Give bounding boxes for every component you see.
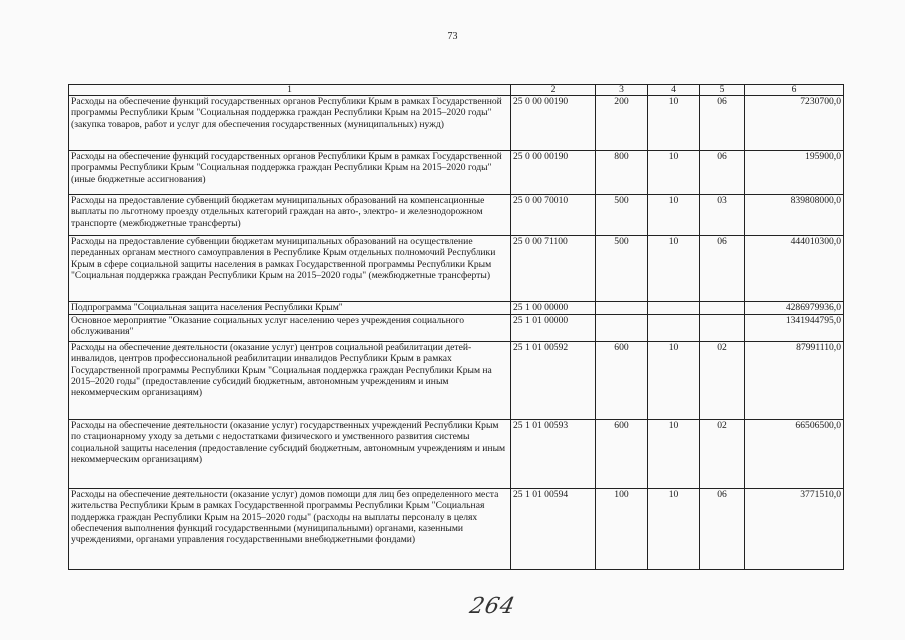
- row-amount: 195900,0: [745, 151, 844, 195]
- row-amount: 444010300,0: [745, 236, 844, 302]
- row-section: [648, 315, 700, 342]
- row-target-code: 25 0 00 00190: [511, 96, 596, 151]
- row-expense-type: 800: [596, 151, 648, 195]
- row-expense-type: [596, 302, 648, 315]
- header-col-6: 6: [745, 85, 844, 96]
- table-row: [69, 96, 844, 151]
- row-target-code: 25 0 00 71100: [511, 236, 596, 302]
- row-name: Расходы на обеспечение деятельности (оказание услуг) центров социальной реабилитации детей-инвалидов, центров профессиональной реабилитации инвалидов Республики Крым в рамках Государственной программы Республики Крым "Социальная поддержка граждан Республики Крым на 2015–2020 годы" (предоставление субсидий бюджетным, автономным учреждениям и иным некоммерческим организациям): [69, 342, 511, 420]
- budget-table: [68, 84, 844, 570]
- row-name: Расходы на предоставление субвенции бюджетам муниципальных образований на осуществление переданных органам местного самоуправления в Республике Крым отдельных полномочий Республики Крым в сфере социальной защиты населения в рамках Государственной программы Республики Крым "Социальная поддержка граждан Республики Крым на 2015–2020 годы" (межбюджетные трансферты): [69, 236, 511, 302]
- row-section: 10: [648, 151, 700, 195]
- row-expense-type: 600: [596, 342, 648, 420]
- row-name: Основное мероприятие "Оказание социальных услуг населению через учреждения социального обслуживания": [69, 315, 511, 342]
- row-expense-type: 100: [596, 489, 648, 570]
- row-subsection: 02: [700, 342, 745, 420]
- row-subsection: [700, 315, 745, 342]
- row-target-code: 25 1 01 00592: [511, 342, 596, 420]
- row-amount: 4286979936,0: [745, 302, 844, 315]
- row-target-code: 25 0 00 70010: [511, 195, 596, 236]
- row-target-code: 25 1 01 00594: [511, 489, 596, 570]
- row-amount: 66506500,0: [745, 420, 844, 489]
- row-target-code: 25 0 00 00190: [511, 151, 596, 195]
- table-row: [69, 236, 844, 302]
- row-section: 10: [648, 236, 700, 302]
- table-row: [69, 195, 844, 236]
- table-row: [69, 151, 844, 195]
- header-col-5: 5: [700, 85, 745, 96]
- table-header-row: [69, 85, 844, 96]
- table-row: [69, 302, 844, 315]
- row-expense-type: 600: [596, 420, 648, 489]
- row-target-code: 25 1 01 00000: [511, 315, 596, 342]
- row-subsection: 02: [700, 420, 745, 489]
- row-name: Расходы на обеспечение функций государственных органов Республики Крым в рамках Государственной программы Республики Крым "Социальная поддержка граждан Республики Крым на 2015–2020 годы" (закупка товаров, работ и услуг для обеспечения государственных (муниципальных) нужд): [69, 96, 511, 151]
- row-name: Расходы на обеспечение функций государственных органов Республики Крым в рамках Государственной программы Республики Крым "Социальная поддержка граждан Республики Крым на 2015–2020 годы" (иные бюджетные ассигнования): [69, 151, 511, 195]
- row-amount: 3771510,0: [745, 489, 844, 570]
- row-amount: 839808000,0: [745, 195, 844, 236]
- table-row: [69, 420, 844, 489]
- row-amount: 7230700,0: [745, 96, 844, 151]
- row-expense-type: 200: [596, 96, 648, 151]
- row-subsection: 03: [700, 195, 745, 236]
- row-name: Расходы на обеспечение деятельности (оказание услуг) государственных учреждений Республики Крым по стационарному уходу за детьми с недостатками физического и умственного развития системы социальной защиты населения (предоставление субсидий бюджетным, автономным учреждениям и иным некоммерческим организациям): [69, 420, 511, 489]
- row-name: Расходы на обеспечение деятельности (оказание услуг) домов помощи для лиц без определенного места жительства Республики Крым в рамках Государственной программы Республики Крым "Социальная поддержка граждан Республики Крым на 2015–2020 годы" (расходы на выплаты персоналу в целях обеспечения выполнения функций государственными (муниципальными) органами, казенными учреждениями, органами управления государственными внебюджетными фондами): [69, 489, 511, 570]
- row-subsection: 06: [700, 236, 745, 302]
- row-amount: 87991110,0: [745, 342, 844, 420]
- row-section: 10: [648, 96, 700, 151]
- row-subsection: [700, 302, 745, 315]
- row-expense-type: 500: [596, 195, 648, 236]
- row-target-code: 25 1 01 00593: [511, 420, 596, 489]
- header-col-1: 1: [69, 85, 511, 96]
- header-col-4: 4: [648, 85, 700, 96]
- row-subsection: 06: [700, 489, 745, 570]
- row-target-code: 25 1 00 00000: [511, 302, 596, 315]
- row-expense-type: [596, 315, 648, 342]
- table-row: [69, 342, 844, 420]
- row-expense-type: 500: [596, 236, 648, 302]
- row-name: Расходы на предоставление субвенций бюджетам муниципальных образований на компенсационные выплаты по льготному проезду отдельных категорий граждан на авто-, электро- и железнодорожном транспорте (межбюджетные трансферты): [69, 195, 511, 236]
- row-subsection: 06: [700, 151, 745, 195]
- row-amount: 1341944795,0: [745, 315, 844, 342]
- row-section: 10: [648, 342, 700, 420]
- handwritten-page-mark: 264: [467, 594, 518, 619]
- header-col-3: 3: [596, 85, 648, 96]
- row-name: Подпрограмма "Социальная защита населения Республики Крым": [69, 302, 511, 315]
- table-row: [69, 315, 844, 342]
- page-number: 73: [447, 31, 458, 42]
- row-section: 10: [648, 489, 700, 570]
- row-section: [648, 302, 700, 315]
- header-col-2: 2: [511, 85, 596, 96]
- row-section: 10: [648, 195, 700, 236]
- row-subsection: 06: [700, 96, 745, 151]
- row-section: 10: [648, 420, 700, 489]
- table-row: [69, 489, 844, 570]
